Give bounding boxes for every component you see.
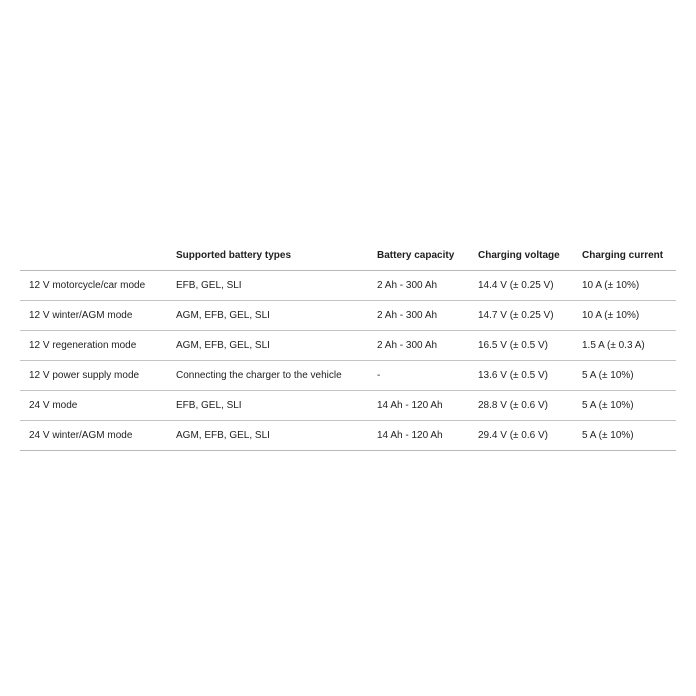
cell-battery-capacity: 2 Ah - 300 Ah	[368, 331, 469, 361]
cell-charging-current: 5 A (± 10%)	[573, 361, 676, 391]
cell-charging-voltage: 16.5 V (± 0.5 V)	[469, 331, 573, 361]
cell-battery-types: Connecting the charger to the vehicle	[167, 361, 368, 391]
cell-battery-types: EFB, GEL, SLI	[167, 271, 368, 301]
cell-charging-current: 10 A (± 10%)	[573, 301, 676, 331]
cell-charging-current: 5 A (± 10%)	[573, 391, 676, 421]
cell-mode: 24 V winter/AGM mode	[20, 421, 167, 451]
charging-modes-table	[20, 240, 676, 451]
cell-charging-current: 10 A (± 10%)	[573, 271, 676, 301]
cell-charging-voltage: 28.8 V (± 0.6 V)	[469, 391, 573, 421]
table-row	[20, 331, 676, 361]
table-row	[20, 361, 676, 391]
cell-battery-types: EFB, GEL, SLI	[167, 391, 368, 421]
header-supported-battery-types: Supported battery types	[167, 240, 368, 271]
cell-battery-types: AGM, EFB, GEL, SLI	[167, 421, 368, 451]
header-battery-capacity: Battery capacity	[368, 240, 469, 271]
cell-mode: 12 V motorcycle/car mode	[20, 271, 167, 301]
cell-battery-capacity: 2 Ah - 300 Ah	[368, 301, 469, 331]
cell-charging-voltage: 29.4 V (± 0.6 V)	[469, 421, 573, 451]
cell-battery-capacity: 14 Ah - 120 Ah	[368, 421, 469, 451]
header-charging-current: Charging current	[573, 240, 676, 271]
table-row	[20, 421, 676, 451]
cell-charging-current: 1.5 A (± 0.3 A)	[573, 331, 676, 361]
cell-mode: 24 V mode	[20, 391, 167, 421]
table-row	[20, 301, 676, 331]
cell-charging-voltage: 14.4 V (± 0.25 V)	[469, 271, 573, 301]
cell-battery-capacity: 14 Ah - 120 Ah	[368, 391, 469, 421]
cell-mode: 12 V regeneration mode	[20, 331, 167, 361]
cell-battery-capacity: -	[368, 361, 469, 391]
table-row	[20, 391, 676, 421]
header-mode	[20, 240, 167, 271]
cell-charging-current: 5 A (± 10%)	[573, 421, 676, 451]
header-charging-voltage: Charging voltage	[469, 240, 573, 271]
cell-charging-voltage: 13.6 V (± 0.5 V)	[469, 361, 573, 391]
cell-mode: 12 V power supply mode	[20, 361, 167, 391]
cell-battery-types: AGM, EFB, GEL, SLI	[167, 331, 368, 361]
table-row	[20, 271, 676, 301]
cell-battery-types: AGM, EFB, GEL, SLI	[167, 301, 368, 331]
table-header-row	[20, 240, 676, 271]
cell-battery-capacity: 2 Ah - 300 Ah	[368, 271, 469, 301]
cell-charging-voltage: 14.7 V (± 0.25 V)	[469, 301, 573, 331]
cell-mode: 12 V winter/AGM mode	[20, 301, 167, 331]
